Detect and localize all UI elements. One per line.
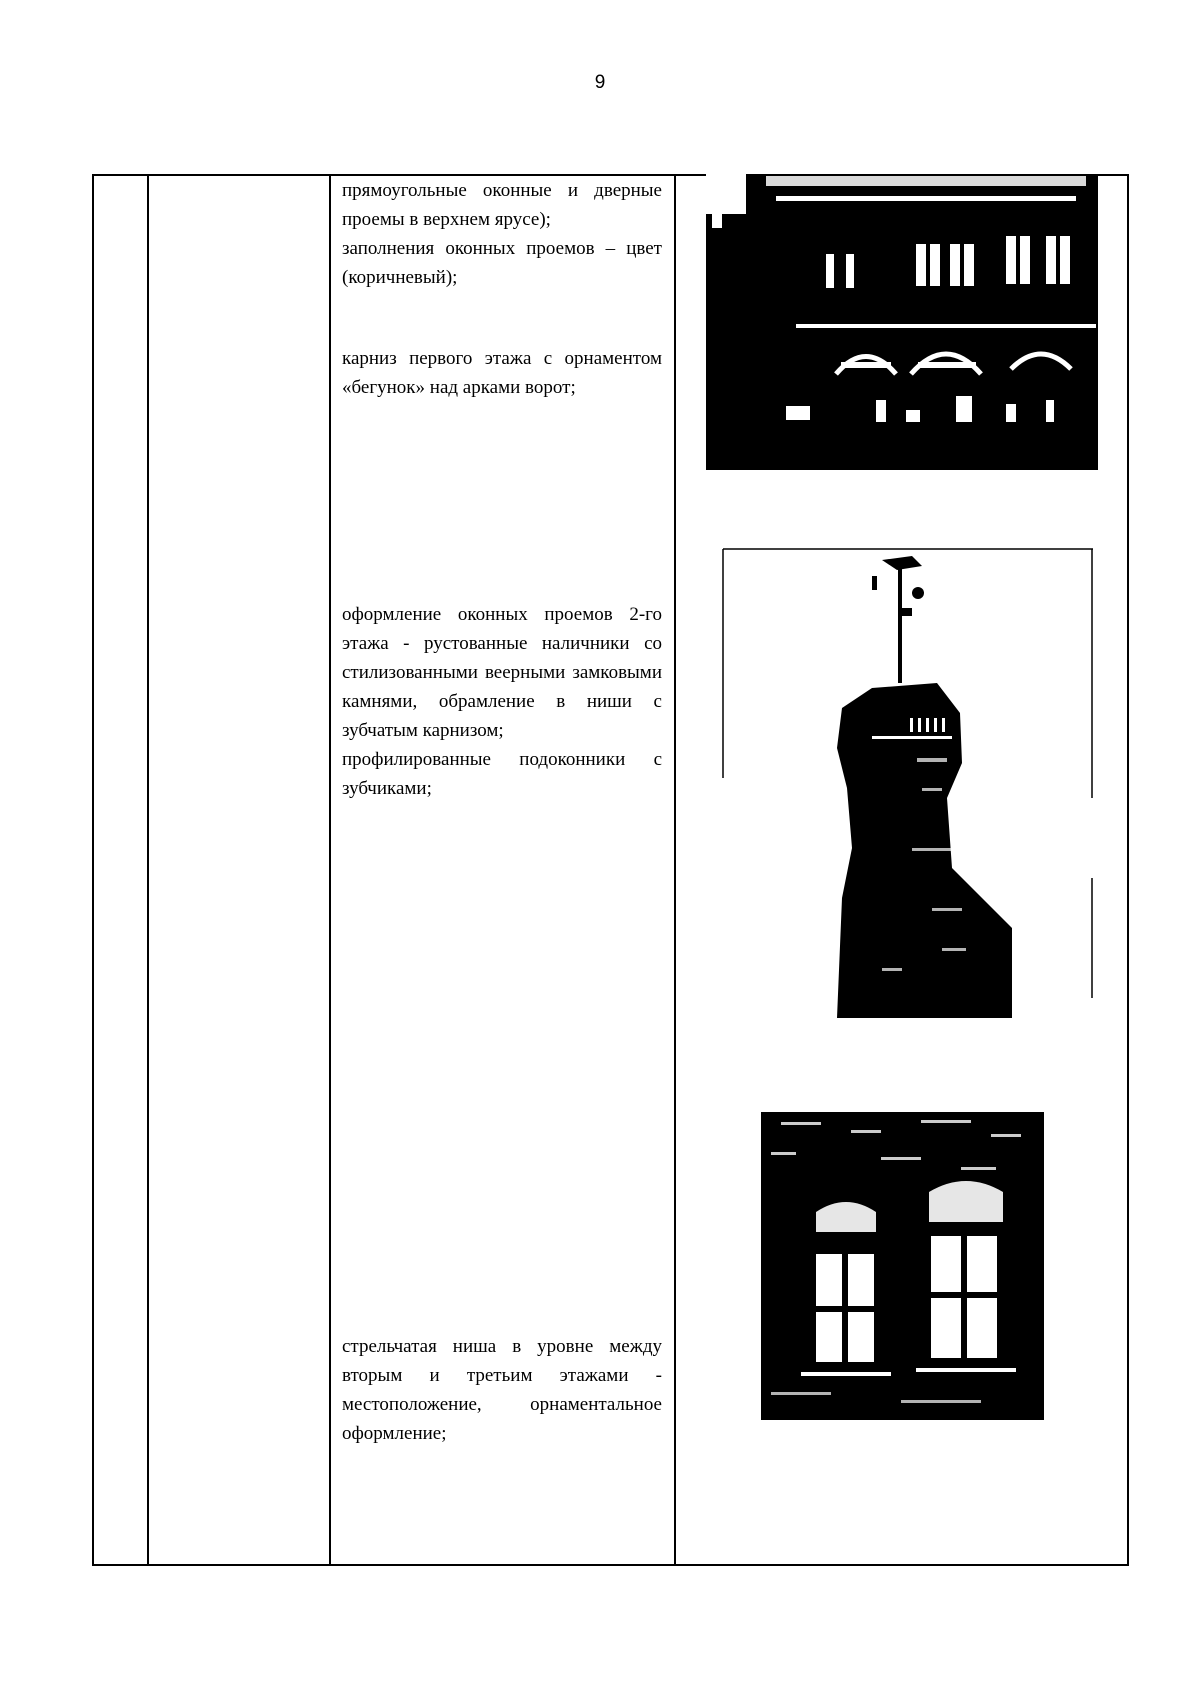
description-line: оформление оконных проемов 2-го этажа - рустованные наличники со стилизованными веерными замковыми камнями, обрамление в ниши с зубчатым карнизом; [342,604,662,741]
description-line: профилированные подоконники с зубчиками; [342,749,662,799]
description-line: стрельчатая ниша в уровне между вторым и третьим этажами - местоположение, орнаментальное оформление; [342,1336,662,1444]
description-line: прямоугольные оконные и дверные проемы в верхнем ярусе); [342,180,662,230]
description-block-1 [342,176,662,292]
description-block-4 [342,1332,662,1448]
windows-photo [761,1112,1044,1420]
description-block-3 [342,600,662,803]
description-line: заполнения оконных проемов – цвет (коричневый); [342,238,662,288]
facade-photo [706,174,1098,470]
document-table [92,174,1129,1566]
column-divider [329,176,331,1564]
tower-photo [722,548,1094,1030]
column-divider [674,176,676,1564]
column-divider [147,176,149,1564]
description-block-2 [342,344,662,402]
description-line: карниз первого этажа с орнаментом «бегунок» над арками ворот; [342,348,662,398]
page-number: 9 [594,72,606,93]
